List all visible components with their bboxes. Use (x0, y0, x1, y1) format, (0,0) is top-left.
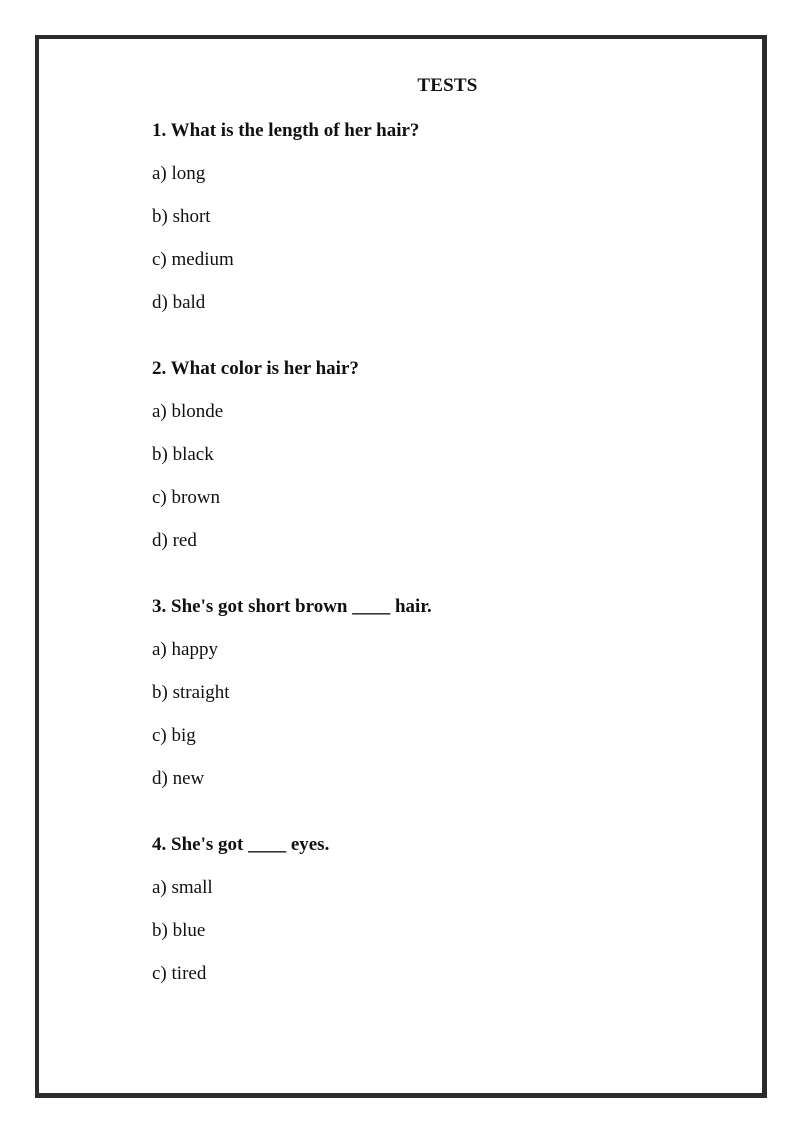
option-a: a) happy (152, 639, 218, 660)
option-c: c) brown (152, 487, 221, 508)
question-list (152, 118, 712, 1027)
page-title: TESTS (417, 75, 478, 96)
option-a: a) small (152, 877, 213, 898)
option-b: b) straight (152, 682, 230, 703)
option-b: b) short (152, 206, 211, 227)
option-c: c) medium (152, 249, 234, 270)
option-d: d) new (152, 768, 205, 789)
option-d: d) red (152, 530, 197, 551)
question-text: 4. She's got ____ eyes. (152, 834, 330, 855)
option-c: c) big (152, 725, 196, 746)
option-b: b) blue (152, 920, 206, 941)
option-a: a) blonde (152, 401, 224, 422)
question-text: 3. She's got short brown ____ hair. (152, 596, 432, 617)
option-d: d) bald (152, 292, 206, 313)
question-text: 1. What is the length of her hair? (152, 120, 420, 141)
question-text: 2. What color is her hair? (152, 358, 359, 379)
question-1 (152, 118, 712, 316)
option-c: c) tired (152, 963, 207, 984)
option-a: a) long (152, 163, 206, 184)
option-b: b) black (152, 444, 214, 465)
question-2 (152, 356, 712, 554)
question-3 (152, 594, 712, 792)
question-4 (152, 832, 712, 987)
